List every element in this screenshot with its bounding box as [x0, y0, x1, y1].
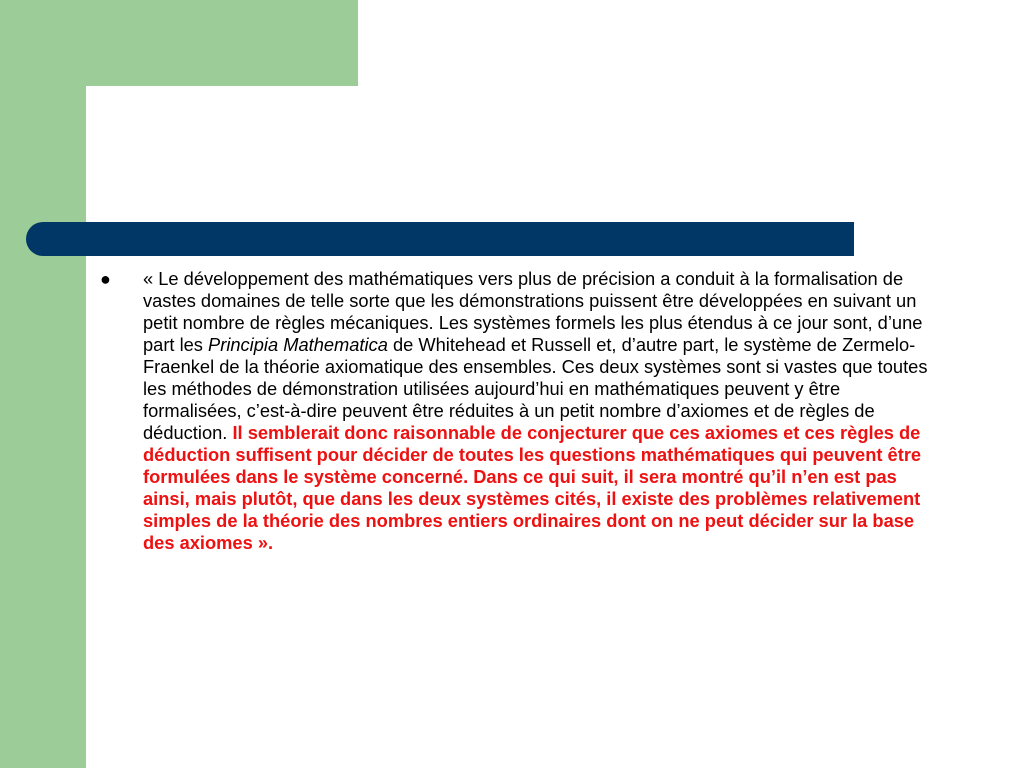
bullet-item [100, 268, 950, 554]
quote-paragraph [143, 268, 943, 554]
bullet-icon: ● [100, 269, 111, 289]
emphasized-conclusion: Il semblerait donc raisonnable de conjecturer que ces axiomes et ces règles de déduction suffisent pour décider de toutes les questions mathématiques qui peuvent être formulées dans le système concerné. Dans ce qui suit, il sera montré qu’il n’en est pas ainsi, mais plutôt, que dans les deux systèmes cités, il existe des problèmes relativement simples de la théorie des nombres entiers ordinaires dont on ne peut décider sur la base des axiomes ». [143, 422, 922, 553]
paragraph-text-part-2: de Whitehead et Russell et, d’autre part, le système de Zermelo-Fraenkel de la théorie axiomatique des ensembles. Ces deux systèmes sont si vastes que toutes les méthodes de démonstration utilisées aujourd’hui en mathématiques peuvent y être formalisées, c’est-à-dire peuvent être réduites à un petit nombre d’axiomes et de règles de déduction. [143, 334, 928, 443]
title-divider-bar [26, 222, 854, 256]
principia-title: Principia Mathematica [208, 334, 388, 355]
green-side-band [0, 0, 86, 768]
paragraph-text-part-1: « Le développement des mathématiques vers plus de précision a conduit à la formalisation de vastes domaines de telle sorte que les démonstrations puissent être développées en suivant un petit nombre de règles mécaniques. Les systèmes formels les plus étendus à ce jour sont, d’une part les [143, 268, 923, 355]
slide-body [100, 268, 950, 554]
